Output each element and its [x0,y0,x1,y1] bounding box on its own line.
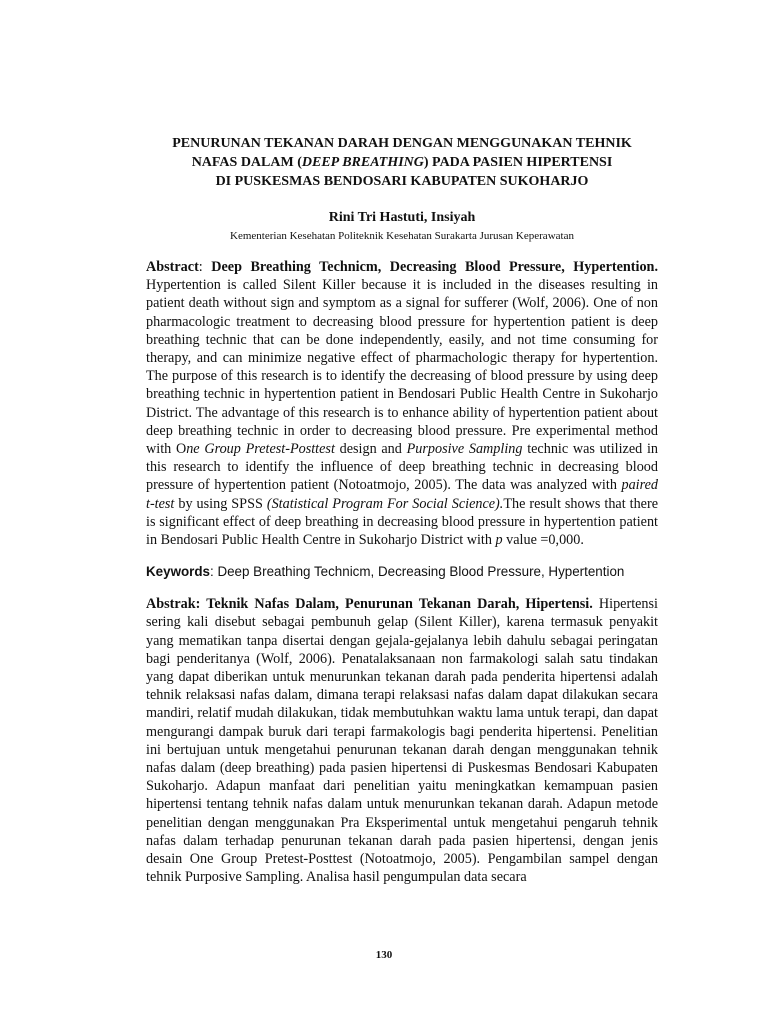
abstract-text-5: The result shows that there is significant effect of deep breathing in decreasing blood pressure in hypertention patient in Bendosari Public Health Centre in Sukoharjo District with [146,495,658,549]
abstract-colon: : [198,259,212,275]
title-line-2-pre: NAFAS DALAM ( [191,155,302,170]
abstrak-text: Hipertensi sering kali disebut sebagai pembunuh gelap (Silent Killer), karena termasuk penyakit yang mematikan tanpa disertai dengan gejala-gejalanya lebih dahulu sebagai peringatan bagi penderitanya (Wolf, 2006). Penatalaksanaan non farmakologi salah satu tindakan yang dapat diberikan untuk menurunkan tekanan darah pada penderita hipertensi adalah tehnik relaksasi nafas dalam, dimana terapi relaksasi nafas dalam dapat dilakukan secara mandiri, relatif mudah dilakukan, tidak membutuhkan waktu lama untuk terapi, dan dapat mengurangi dampak buruk dari terapi farmakologis bagi penderita hipertensi. Penelitian ini bertujuan untuk mengetahui penurunan tekanan darah dengan menggunakan tehnik nafas dalam (deep breathing) pada pasien hipertensi di Puskesmas Bendosari Kabupaten Sukoharjo. Adapun manfaat dari penelitian yaitu meningkatkan kemampuan pasien hipertensi tentang tehnik nafas dalam untuk menurunkan tekanan darah. Adapun metode penelitian dengan menggunakan Pra Eksperimental untuk mengetahui pengaruh tehnik nafas dalam terhadap penurunan tekanan darah pada pasien hipertensi, dengan jenis desain One Group Pretest-Posttest (Notoatmojo, 2005). Pengambilan sampel dengan tehnik Purposive Sampling. Analisa hasil pengumpulan data secara [146,596,658,886]
abstract-text-1: Hypertention is called Silent Killer because it is included in the diseases resulting in patient death without sign and symptom as a signal for sufferer (Wolf, 2006). One of non pharmacologic treatment to decreasing blood pressure for hypertention patient is deep breathing technic that can be done independently, easily, and not time consuming for therapy, and can minimize negative effect of pharmachologic therapy for hypertention. The purpose of this research is to identify the decreasing of blood pressure by using deep breathing technic in hypertention patient in Bendosari Public Health Centre in Sukoharjo District. The advantage of this research is to enhance ability of hypertention patient about deep breathing technic in order to decreasing blood pressure. Pre experimental method with O [146,277,658,458]
abstract-text-6: value =0,000. [502,532,584,549]
title-line-2-post: ) PADA PASIEN HIPERTENSI [423,155,613,170]
abstract-text-2: design and [334,441,407,458]
paper-title [146,134,658,191]
page-number: 130 [375,949,393,961]
abstract-italic-5: p [495,532,503,549]
abstract-heading-keywords: Deep Breathing Technicm, Decreasing Blood Pressure, Hypertention. [211,259,658,275]
abstract-italic-1: ne Group Pretest-Posttest [186,441,335,458]
abstract-text-3: technic was utilized in this research to identify the influence of deep breathing technic in decreasing blood pressure of hypertention patient (Notoatmojo, 2005). The data was analyzed with [146,441,658,494]
paper-page [146,134,658,887]
title-line-3: DI PUSKESMAS BENDOSARI KABUPATEN SUKOHARJO [215,174,589,189]
abstract-label: Abstract [146,259,199,275]
keywords-label: Keywords [146,564,210,580]
abstract-italic-4: (Statistical Program For Social Science). [266,495,504,512]
abstract-indonesian [146,595,658,886]
abstrak-heading: Abstrak: Teknik Nafas Dalam, Penurunan Tekanan Darah, Hipertensi. [146,596,593,613]
abstract-italic-3: paired t-test [146,477,658,512]
abstract-text-4: by using SPSS [174,495,267,512]
authors: Rini Tri Hastuti, Insiyah [328,210,476,225]
abstract-italic-2: Purposive Sampling [406,441,523,458]
keywords [146,563,658,581]
abstract-english [146,258,658,549]
title-line-2-italic: DEEP BREATHING [301,155,424,170]
affiliation: Kementerian Kesehatan Politeknik Kesehatan Surakarta Jurusan Keperawatan [230,230,574,242]
keywords-text: : Deep Breathing Technicm, Decreasing Blood Pressure, Hypertention [210,564,625,580]
title-line-2 [146,153,658,172]
title-line-1: PENURUNAN TEKANAN DARAH DENGAN MENGGUNAKAN TEHNIK [172,136,632,151]
